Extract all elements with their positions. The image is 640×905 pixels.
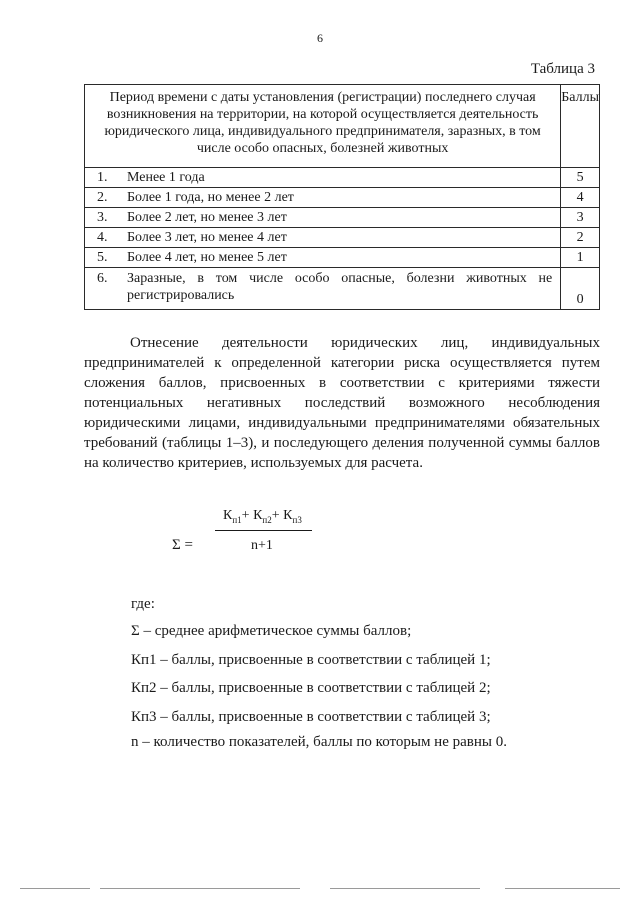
table-row [85, 248, 600, 268]
scan-artifact [505, 888, 620, 889]
scan-artifact [330, 888, 480, 889]
formula-numerator [223, 508, 302, 525]
row-number: 2. [85, 188, 128, 208]
score-table [84, 84, 600, 310]
row-score: 1 [561, 248, 600, 268]
legend-where: где: [131, 596, 155, 612]
row-criterion: Менее 1 года [127, 168, 561, 188]
table-row [85, 268, 600, 310]
table-caption: Таблица 3 [530, 61, 595, 77]
row-criterion: Более 3 лет, но менее 4 лет [127, 228, 561, 248]
header-period: Период времени с даты установления (регистрации) последнего случая возникновения на территории, на которой осуществляется деятельность юридического лица, индивидуального предпринимателя, заразных, в том числе особо опасных, болезней животных [85, 85, 561, 168]
row-number: 1. [85, 168, 128, 188]
formula-plus: + [271, 508, 284, 523]
row-criterion: Более 1 года, но менее 2 лет [127, 188, 561, 208]
row-criterion: Более 4 лет, но менее 5 лет [127, 248, 561, 268]
header-score: Баллы [561, 85, 600, 168]
row-score: 3 [561, 208, 600, 228]
row-score: 2 [561, 228, 600, 248]
row-score: 0 [561, 268, 600, 310]
row-number: 5. [85, 248, 128, 268]
row-score: 4 [561, 188, 600, 208]
table-row [85, 188, 600, 208]
formula-plus: + [241, 508, 254, 523]
table-row [85, 228, 600, 248]
legend-kp1: Кп1 – баллы, присвоенные в соответствии с таблицей 1; [131, 652, 491, 668]
formula-sub-1: п1 [232, 514, 242, 525]
legend-sigma: Σ – среднее арифметическое суммы баллов; [131, 623, 412, 639]
table-row [85, 208, 600, 228]
row-number: 3. [85, 208, 128, 228]
row-number: 4. [85, 228, 128, 248]
formula-sub-2: п2 [262, 514, 272, 525]
table-header-row [85, 85, 600, 168]
formula-sigma: Σ = [172, 537, 193, 553]
formula-fraction-line [215, 530, 312, 531]
formula-k: К [283, 508, 293, 523]
row-score: 5 [561, 168, 600, 188]
row-criterion: Более 2 лет, но менее 3 лет [127, 208, 561, 228]
scan-artifact [100, 888, 300, 889]
formula-k: К [223, 508, 233, 523]
formula-sub-3: п3 [292, 514, 302, 525]
legend-n: n – количество показателей, баллы по которым не равны 0. [131, 734, 507, 750]
formula-k: К [253, 508, 263, 523]
legend-kp2: Кп2 – баллы, присвоенные в соответствии с таблицей 2; [131, 680, 491, 696]
formula-denominator: n+1 [251, 538, 273, 553]
page-number: 6 [317, 31, 323, 45]
row-number: 6. [85, 268, 128, 310]
row-criterion: Заразные, в том числе особо опасные, болезни животных не регистрировались [127, 268, 561, 310]
legend-kp3: Кп3 – баллы, присвоенные в соответствии с таблицей 3; [131, 709, 491, 725]
scan-artifact [20, 888, 90, 889]
body-paragraph: Отнесение деятельности юридических лиц, индивидуальных предпринимателей к определенной категории риска осуществляется путем сложения баллов, присвоенных в соответствии с критериями тяжести потенциальных негативных последствий возможного несоблюдения юридическими лицами, индивидуальными предпринимателями обязательных требований (таблицы 1–3), и последующего деления полученной суммы баллов на количество критериев, используемых для расчета. [84, 335, 600, 471]
table-row [85, 168, 600, 188]
